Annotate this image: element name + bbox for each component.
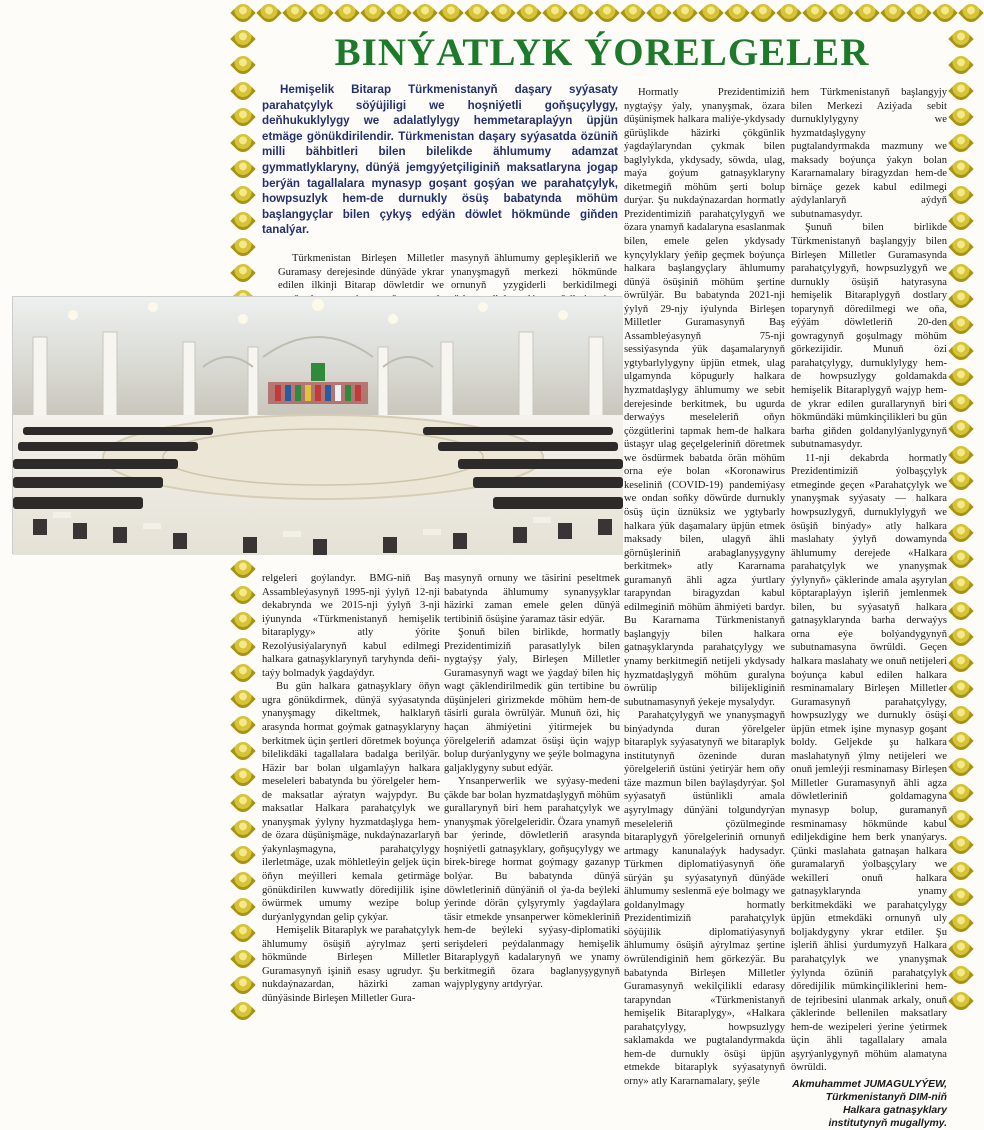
ornament-motif [950, 208, 972, 234]
ornament-motif [854, 0, 880, 26]
assembly-hall-photo [12, 296, 622, 554]
ornament-motif [828, 0, 854, 26]
ornament-motif [950, 754, 972, 780]
paragraph: Ynsanperwerlik we syýasy-medeni çäkde bar bolan hyzmatdaşlygyň möhüm gurallarynyň biri hem parahatçylyk we ynanyşmak ýörelgeleridir. Özara ynamyň bar ýerinde, döwletleriň arasynda hoşniýetli gatnaşyklary, goňşuçylygy we birek-birege hormat goýmagy gazanyp bolýar. Bu babatynda dünýä döwletleriniň dünýäniň ol ýa-da beýleki ýerinde dörän çylşyrymly ýagdaýlara täsir etmekde ynsanperwer kömekleriniň hem-de beýleki syýasy-diplomatiki serişdeleri peýdalanmagy hemişelik Bitaraplygyň kadalarynyň we ynamy berkitmegiň özara baglanyşygynyň wajyplygyny artdyrýar. [444, 776, 620, 991]
ornament-motif [906, 0, 932, 26]
paragraph: Şonuň bilen birlikde, hormatly Prezidentimiziň parasatlylyk bilen nygtaýşy ýaly, Birleşen Milletler Guramasynyň wagt we ýagdaý bilen hiç wagt çäklendirilmedik gün tertibine bu düşünjeleri girizmekde möhüm hem-de täsirli gurala öwrülýär. Munuň özi, hiç haçan ähmiýetini ýitirmejek bu ýörelgeleriň adamzat ösüşi üçin wajyp bolup durýanlygyny we şeýle bolmagyna galjaklygyny subut edýär. [444, 627, 620, 774]
ornament-motif [230, 894, 256, 920]
ornament-motif [230, 582, 256, 608]
ornament-motif [568, 0, 594, 26]
ornament-motif [950, 52, 972, 78]
ornament-border-left-lower [230, 556, 256, 1000]
ornament-motif [932, 0, 958, 26]
ornament-motif [950, 858, 972, 884]
paragraph: Bu gün halkara gatnaşyklary öňyn ugra gönükdirmek, dünýä syýasatynda ynanyşmagy dikeltmek, halklaryň arasynda hormat goýmak gatnaşyklaryny berkitmek üçin şertleri döretmek boýunça bilelikdäki tagallalara badalga berilýär. Häzir bar bolan ulgamlaýyn halkara meseleleri babatynda bu ýörelgeler hem-de maksatlar aýratyn wajypdyr. Bu maksatlar Halkara parahatçylyk we ynanyşmak ýylyny hyzmatdaşlyga hem-de özara düşünişmäge, nukdaýnazarlaryň ýakynlaşmagyna, parahatçylygy ilerletmäge, uzak möhletleýin geljek üçin öňyn meýilleri kemala getirmäge gönükdirilen kuwwatly döredijilik işine öwürmek umumy wezipe bolup durýanlygyndan gelip çykýar. [262, 681, 440, 923]
ornament-motif [230, 52, 256, 78]
author-title-line: Halkara gatnaşyklary [843, 1104, 947, 1116]
ornament-motif [230, 816, 256, 842]
ornament-motif [958, 0, 984, 26]
ornament-motif [950, 806, 972, 832]
ornament-motif [950, 598, 972, 624]
ornament-motif [950, 468, 972, 494]
ornament-motif [646, 0, 672, 26]
ornament-motif [950, 78, 972, 104]
ornament-motif [230, 130, 256, 156]
ornament-motif [950, 988, 972, 1014]
ornament-motif [230, 156, 256, 182]
paragraph: Şunuň bilen birlikde Türkmenistanyň başlangyjy bilen Birleşen Milletler Guramasynda parahatçylygyň, howpsuzlygyň we durnukly ösüşiň hatyrasyna hemişelik Bitaraplygyň dostlary toparynyň döredilmegi we oňa, eýýäm döwletleriň 20-den gowragynyň goşulmagy möhüm görkezijidir. Munuň özi parahatçylygy, durnuklylygy hem-de howpsuzlygy goldamakda hemişelik Bitaraplygyň wajyp hem-de ykrar edilen gurallarynyň biri hökmündäki mümkinçilikleri bu gün barha giňden goldanylýanlygynyň subutnamasydyr. [791, 222, 947, 451]
paragraph: Parahatçylygyň we ynanyşmagyň binýadynda duran ýörelgeler bitaraplyk syýasatynyň we bitaraplyk institutynyň özeninde duran ýörelgeleriň üstüni ýetirýär hem oňy täze mazmun bilen baýlaşdyrýar. Şol syýasatyň üstünlikli amala aşyrylmagy dünýäni tolgundyrýan meseleleriň çözülmeginde bitaraplygyň ýörelgeleriniň ornunyň artmagy kanunalaýyk hadysadyr. Türkmen diplomatiýasynyň öňe sürýän şu syýasatynyň dünýäde ählumumy seslenmä eýe bolmagy we goldanylmagy hormatly Prezidentimiziň parahatçylyk söýüjilik diplomatiýasynyň ählumumy ösüşiň aýrylmaz şertine öwrülendiginiň hem görkezýär. Bu babatynda Birleşen Milletler Guramasynyň wekilçilikli edarasy tarapyndan «Türkmenistanyň hemişelik Bitaraplygy», «Halkara parahatçylygy, howpsuzlygy saklamakda we pugtalandyrmakda hem-de durnukly ösüşi üpjün etmekde bitaraplyk syýasatynyň orny» atly Kararnamalary, şeýle [624, 710, 785, 1087]
ornament-motif [950, 832, 972, 858]
ornament-motif [542, 0, 568, 26]
paragraph: Türkmenistan Birleşen Milletler Guramasy derejesinde dünýäde ykrar edilen ilkinji Bitarap döwletdir we [278, 253, 444, 292]
paragraph: 11-nji dekabrda hormatly Prezidentimiziň ýolbaşçylyk etmeginde geçen «Parahatçylyk we ynanyşmak syýasaty — halkara howpsuzlygyň, durnuklylygyň we ösüşiň binýady» atly halkara maslahaty ýylyň dowamynda ählumumy derejede «Halkara parahatçylyk we ynanyşmak ýylynyň» çäklerinde amala aşyrylan köptaraplaýyn işleriň jemlenmek bilen, bu syýasatyň halkara gatnaşyklarynda barha derwaýys orna eýe bolýandygynyň subutnamasyna öwrüldi. Geçen halkara maslahaty we onuň netijeleri boýunça kabul edilen halkara resminamalary Birleşen Milletler Guramasynyň parahatçylygy, howpsuzlygy we durnukly ösüşi üpjün etmek işine mynasyp goşant boldy. Geljekde şu halkara maslahatynyň ýlmy netijeleri we onuň jemleýji resminamasy Birleşen Milletler Guramasynyň ähli agza döwletleriniň goldamagyna mynasyp bolup, guramanyň resminamasy hökmünde kabul ediljekdigine hem berk ynanýarys. Çünki maslahata gatnaşan halkara guramalaryň ýolbaşçylary we wekilleri onuň halkara gatnaşyklarynda ynamy berkitmekdäki we parahatçylygy üpjün etmekdäki ornunyň uly boljakdygyny ykrar etdiler. Şu işleriň ählisi ýurdumyzyň Halkara parahatçylyk we ynanyşmak ýylynda özüniň parahatçylyk döredijilik mümkinçiliklerini hem-de tejribesini ulanmak arkaly, onuň çäklerinde bellenilen maksatlary hem-de wezipeleri ýerine ýetirmek üçin ähli tagallalary amala aşyrýanlygynyň möhüm alamatyna öwrüldi. [791, 452, 947, 1074]
headline: BINÝATLYK ÝORELGELER [334, 31, 870, 74]
ornament-motif [230, 608, 256, 634]
ornament-motif [950, 884, 972, 910]
author-signature [791, 1078, 947, 1130]
ornament-motif [950, 416, 972, 442]
ornament-motif [950, 962, 972, 988]
ornament-motif [230, 182, 256, 208]
ornament-motif [230, 660, 256, 686]
ornament-motif [950, 260, 972, 286]
ornament-motif [230, 712, 256, 738]
ornament-motif [950, 624, 972, 650]
ornament-motif [230, 790, 256, 816]
ornament-motif [950, 390, 972, 416]
ornament-motif [950, 286, 972, 312]
ornament-motif [230, 764, 256, 790]
ornament-motif [880, 0, 906, 26]
ornament-motif [230, 868, 256, 894]
paragraph: relgeleri goýlandyr. BMG-niň Baş Assambleýasynyň 1995-nji ýylyň 12-nji dekabrynda we 2015-nji ýylyň 3-nji iýunynda «Türkmenistanyň hemişelik bitaraplygy» atly ýörite Rezolýusiýalarynyň kabul edilmegi halkara gatnaşyklarynyň taryhynda deňi-taýy bolmadyk ýagdaýdyr. [262, 573, 440, 679]
ornament-motif [950, 182, 972, 208]
ornament-motif [950, 728, 972, 754]
ornament-motif [950, 910, 972, 936]
ornament-motif [950, 234, 972, 260]
ornament-motif [724, 0, 750, 26]
ornament-border-top [230, 0, 972, 26]
ornament-motif [412, 0, 438, 26]
ornament-motif [620, 0, 646, 26]
author-title-line: Türkmenistanyň DIM-niň [825, 1091, 947, 1103]
ornament-motif [230, 634, 256, 660]
ornament-motif [950, 156, 972, 182]
ornament-motif [230, 946, 256, 972]
ornament-motif [230, 104, 256, 130]
column-3 [624, 86, 785, 1087]
column-1-bottom [262, 572, 440, 1004]
ornament-motif [950, 936, 972, 962]
ornament-motif [230, 738, 256, 764]
ornament-motif [230, 208, 256, 234]
ornament-motif [950, 650, 972, 676]
ornament-motif [950, 494, 972, 520]
ornament-motif [950, 572, 972, 598]
ornament-motif [230, 920, 256, 946]
ornament-motif [950, 130, 972, 156]
column-4 [791, 86, 947, 1129]
paragraph: Hemişelik Bitaraplyk we parahatçylyk ählumumy ösüşiň aýrylmaz şerti hökmünde Birleşen Milletler Guramasynyň işiniň esasy ugrudyr. Şu nukdaýnazardan, häzirki zaman dünýäsinde Birleşen Milletler Gura- [262, 925, 440, 1004]
paragraph: masynyň ornuny we täsirini peseltmek babatynda ählumumy synanyşyklar häzirki zaman emele gelen dünýä tertibiniň ösüşine ýaramaz täsir edýär. [444, 573, 620, 625]
paragraph: Hormatly Prezidentimiziň nygtaýşy ýaly, ynanyşmak, özara düşünişmek halkara maliýe-ykdysady gürüşlikde häzirki çökgünlik ýagdaýlaryndan çykmak bilen baglylykda, ykdysady, söwda, ulag, maýa goýum gatnaşyklaryny diketmegiň möhüm şerti bolup durýar. Şu nukdaýnazardan hormatly Prezidentimiziň parahatçylygyň we özara ynamyň kadalaryna esaslanmak bilen, emele gelen ykdysady kynçylyklary ýeňip geçmek boýunça halkara başlangyçlary ählumumy dünýä ösüşiniň möhüm şertine öwrülýär. Bu babatynda 2021-nji ýylyň 29-njy iýulynda Birleşen Milletler Guramasynyň Baş Assambleýasynyň 75-nji sessiýasynda ýük daşamalarynyň ygtybarlylygyny üpjün etmek, ulag ulgamynda köpugurly halkara hyzmatdaşlygy ählumumy we sebit derejesinde berkitmek, bu ugurda derwaýys meseleleriň oňyn çözgütlerini tapmak hem-de halkara üstaşyr ulag geçelgeleriniň döretmek we ösdürmek babatda örän möhüm orna eýe bolan «Koronawirus keseliniň (COVID-19) pandemiýasy we ondan soňky döwürde durnukly ösüş üçin üznüksiz we ygtybarly halkara ýük daşamalary üpjün etmek maksady bilen, ulagyň ähli görnüşleriniň arabaglanyşygyny berkitmek» atly Kararnama guramanyň ähli agza ýurtlary tarapyndan biragyzdan kabul edilmeginiň möhüm ähmiýeti bardyr. Bu Kararnama Türkmenistanyň başlangyjy bilen halkara gatnaşyklarynda parahatçylygy we ynamy berkitmegiň netijeli ykdysady hyzmatdaşlygyň möhüm guralyna öwrülip bilijekliginiň subutnamasynyň ýekeje mysalydyr. [624, 87, 785, 708]
column-1-top [278, 252, 444, 296]
ornament-motif [950, 702, 972, 728]
paragraph: hem Türkmenistanyň başlangyjy bilen Merkezi Aziýada sebit durnuklylygyny we hyzmatdaşlygyny pugtalandyrmakda mazmuny we maksady boýunça ýakyn bolan Kararnamalary biragyzdan hem-de birnäçe gezek kabul edilmegi aýdylanlaryň aýdyň subutnamasydyr. [791, 87, 947, 220]
author-title-line: institutynyň mugallymy. [828, 1117, 947, 1129]
ornament-motif [230, 0, 256, 26]
ornament-motif [230, 686, 256, 712]
ornament-motif [802, 0, 828, 26]
ornament-motif [230, 234, 256, 260]
ornament-motif [230, 842, 256, 868]
ornament-motif [750, 0, 776, 26]
ornament-motif [386, 0, 412, 26]
ornament-border-right [950, 26, 972, 1000]
ornament-motif [950, 26, 972, 52]
ornament-motif [256, 0, 282, 26]
ornament-motif [230, 556, 256, 582]
ornament-motif [776, 0, 802, 26]
ornament-motif [230, 260, 256, 286]
ornament-motif [950, 546, 972, 572]
ornament-motif [516, 0, 542, 26]
ornament-motif [438, 0, 464, 26]
ornament-motif [950, 520, 972, 546]
paragraph: masynyň ählumumy gepleşikleriň we ynanyşmagyň merkezi hökmünde ornunyň yzygiderli berkidilmegi [451, 253, 617, 292]
ornament-motif [950, 104, 972, 130]
ornament-motif [334, 0, 360, 26]
ornament-motif [594, 0, 620, 26]
ornament-motif [490, 0, 516, 26]
ornament-motif [950, 780, 972, 806]
ornament-border-left [230, 26, 256, 294]
ornament-motif [230, 78, 256, 104]
ornament-motif [282, 0, 308, 26]
ornament-motif [698, 0, 724, 26]
ornament-motif [950, 676, 972, 702]
ornament-motif [230, 26, 256, 52]
author-name: Akmuhammet JUMAGULYÝEW, [792, 1078, 947, 1090]
ornament-motif [230, 998, 256, 1024]
lead-paragraph: Hemişelik Bitarap Türkmenistanyň daşary syýasaty parahatçylyk söýüjiligi we hoşniýetli goňşuçylygy, deňhukuklylygy we adalatlylygy hemmetaraplaýyn üpjün etmäge gönükdirilendir. Türkmenistan daşary syýasatda özüniň milli bähbitleri bilen bilelikde ählumumy adamzat gymmatlyklaryny, dünýä jemgyýetçiliginiň maksatlaryna jogap berýän tagallalara mynasyp goşant goşýan we parahatçylyk, howpsuzlyk hem-de durnukly ösüş babatynda möhüm başlangyçlar bilen çykyş edýän döwlet hökmünde giňden tanalýar. [262, 83, 618, 237]
ornament-motif [230, 972, 256, 998]
ornament-motif [360, 0, 386, 26]
ornament-motif [950, 338, 972, 364]
ornament-motif [672, 0, 698, 26]
ornament-motif [950, 312, 972, 338]
column-2-top [451, 252, 617, 296]
ornament-motif [950, 364, 972, 390]
column-2-bottom [444, 572, 620, 998]
ornament-motif [464, 0, 490, 26]
ornament-motif [308, 0, 334, 26]
ornament-motif [950, 442, 972, 468]
